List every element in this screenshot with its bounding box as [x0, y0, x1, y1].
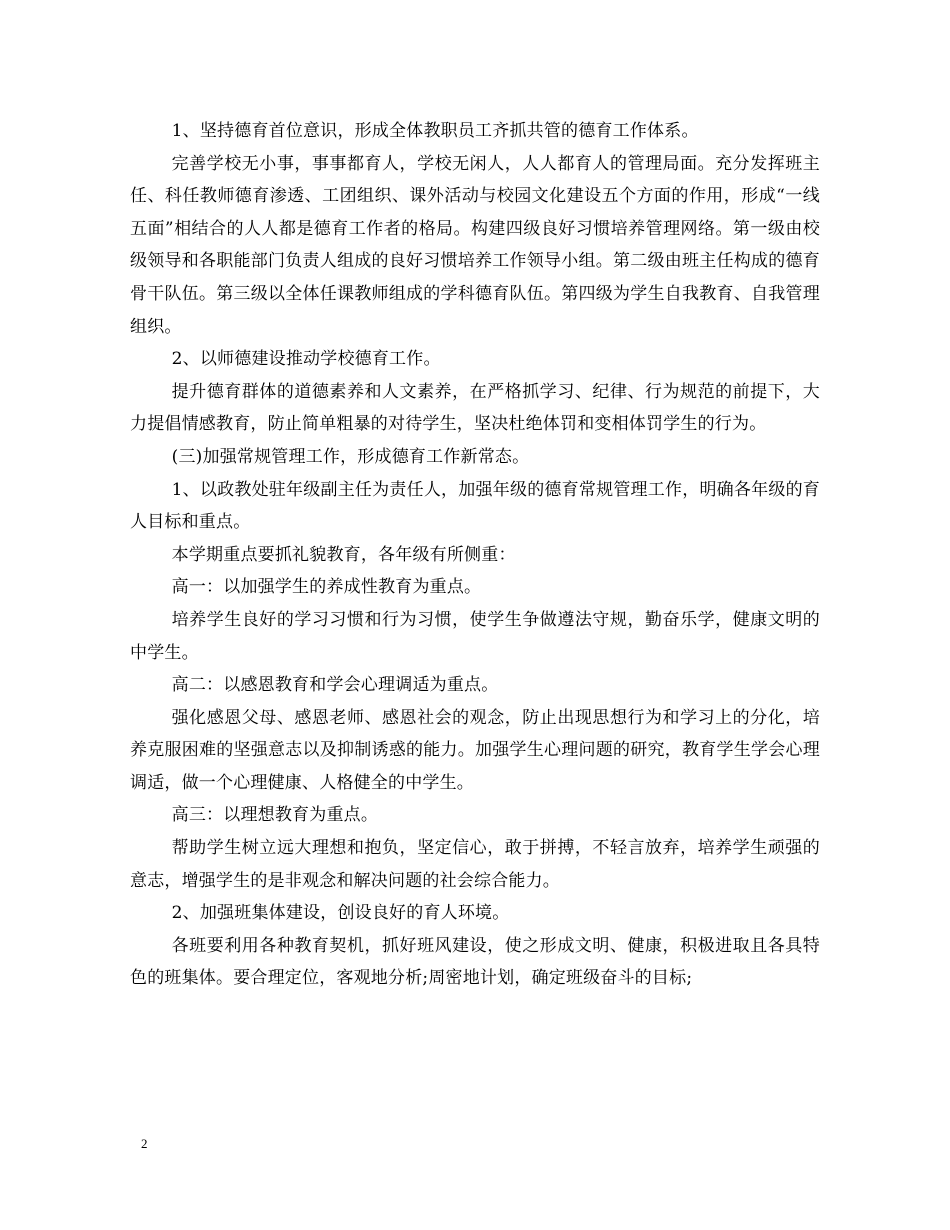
paragraph: 2、加强班集体建设，创设良好的育人环境。 [171, 903, 510, 924]
paragraph: 帮助学生树立远大理想和抱负，坚定信心，敢于拼搏，不轻言放弃，培养学生顽强的意志，增强学生的是非观念和解决问题的社会综合能力。 [130, 838, 820, 891]
paragraph: 各班要利用各种教育契机，抓好班风建设，使之形成文明、健康，积极进取且各具特色的班集体。要合理定位，客观地分析;周密地计划，确定班级奋斗的目标; [130, 935, 820, 989]
page-number: 2 [141, 1136, 148, 1151]
paragraph: 1、以政教处驻年级副主任为责任人，加强年级的德育常规管理工作，明确各年级的育人目标和重点。 [130, 479, 820, 533]
paragraph: 本学期重点要抓礼貌教育，各年级有所侧重： [171, 544, 516, 565]
section-heading: (三)加强常规管理工作，形成德育工作新常态。 [171, 446, 530, 467]
document-body [130, 115, 820, 995]
paragraph: 提升德育群体的道德素养和人文素养，在严格抓学习、纪律、行为规范的前提下，大力提倡情感教育，防止简单粗暴的对待学生，坚决杜绝体罚和变相体罚学生的行为。 [130, 381, 820, 435]
paragraph: 2、以师德建设推动学校德育工作。 [171, 349, 441, 370]
grade-heading: 高二：以感恩教育和学会心理调适为重点。 [171, 675, 499, 696]
paragraph: 培养学生良好的学习习惯和行为习惯，使学生争做遵法守规，勤奋乐学，健康文明的中学生。 [130, 609, 820, 663]
paragraph: 1、坚持德育首位意识，形成全体教职员工齐抓共管的德育工作体系。 [171, 121, 699, 141]
grade-heading: 高一：以加强学生的养成性教育为重点。 [171, 577, 482, 598]
grade-heading: 高三：以理想教育为重点。 [171, 805, 379, 826]
paragraph: 强化感恩父母、感恩老师、感恩社会的观念，防止出现思想行为和学习上的分化，培养克服困难的坚强意志以及抑制诱惑的能力。加强学生心理问题的研究，教育学生学会心理调适，做一个心理健康、人格健全的中学生。 [130, 707, 820, 793]
paragraph: 完善学校无小事，事事都育人，学校无闲人，人人都育人的管理局面。充分发挥班主任、科任教师德育渗透、工团组织、课外活动与校园文化建设五个方面的作用，形成“一线五面”相结合的人人都是德育工作者的格局。构建四级良好习惯培养管理网络。第一级由校级领导和各职能部门负责人组成的良好习惯培养工作领导小组。第二级由班主任构成的德育骨干队伍。第三级以全体任课教师组成的学科德育队伍。第四级为学生自我教育、自我管理组织。 [130, 153, 820, 337]
